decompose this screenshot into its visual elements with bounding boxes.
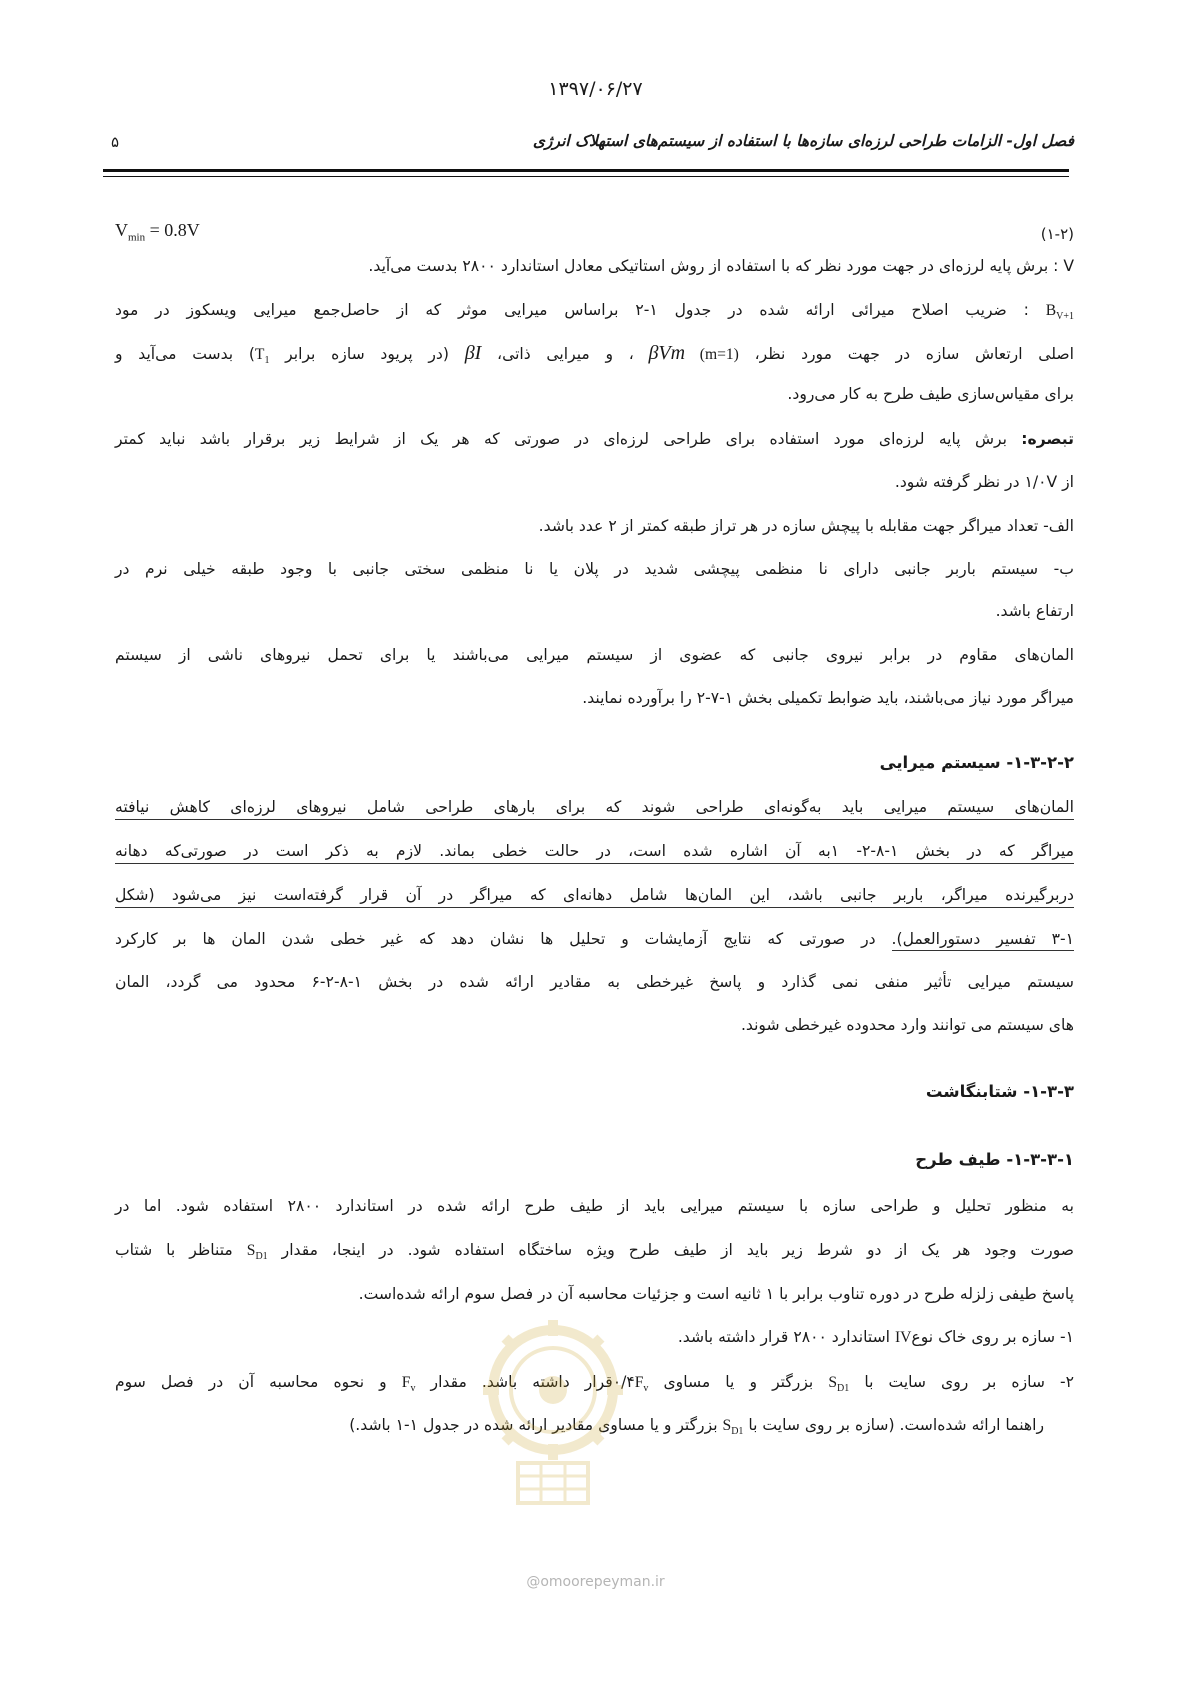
spectrum-condition-1: ۱- سازه بر روی خاک نوعIV استاندارد ۲۸۰۰ قرار داشته باشد. — [677, 1328, 1074, 1346]
spectrum-line2: صورت وجود هر یک از دو شرط زیر باید از طیف طرح ویژه ساختگاه استفاده شود. در اینجا، مقدار $S_{D1}$ متناظر با شتاب — [115, 1241, 1074, 1263]
v-definition: V : برش پایه لرزه‌ای در جهت مورد نظر که با استفاده از روش استاتیکی معادل استاندارد ۲۸۰۰ بدست می‌آید. — [368, 257, 1074, 275]
members-para-line2: میراگر مورد نیاز می‌باشند، باید ضوابط تکمیلی بخش ۱-۷-۲ را برآورده نمایند. — [582, 689, 1074, 707]
damping-line2: میراگر که در بخش ۱-۸-۲- ۱به آن اشاره شده است، در حالت خطی بماند. لازم به ذکر است در صورتی‌که دهانه — [115, 841, 1074, 864]
watermark-logo-icon — [478, 1315, 628, 1515]
page-number: ۵ — [111, 133, 120, 151]
spectrum-condition-2-line2: راهنما ارائه شده‌است. (سازه بر روی سایت با $S_{D1}$ بزرگتر و یا مساوی مقادیر ارائه شده در جدول ۱-۱ باشد.) — [349, 1416, 1044, 1438]
damping-line5: سیستم میرایی تأثیر منفی نمی گذارد و پاسخ غیرخطی به مقادیر ارائه شده در بخش ۱-۸-۲-۶ محدود می گردد، المان — [115, 973, 1074, 991]
spectrum-line3: پاسخ طیفی زلزله طرح در دوره تناوب برابر با ۱ ثانیه است و جزئیات محاسبه آن در فصل سوم ارائه شده‌است. — [358, 1285, 1074, 1303]
beta-vm-symbol: βVm — [648, 342, 686, 364]
section-heading-design-spectrum: ۱-۳-۳-۱- طیف طرح — [915, 1150, 1074, 1169]
note-item-a: الف- تعداد میراگر جهت مقابله با پیچش سازه در هر تراز طبقه کمتر از ۲ عدد باشد. — [538, 517, 1074, 535]
document-date: ۱۳۹۷/۰۶/۲۷ — [548, 78, 643, 100]
beta-i-symbol: βI — [464, 342, 482, 364]
spectrum-line1: به منظور تحلیل و طراحی سازه با سیستم میرایی باید از طیف طرح ارائه شده در استاندارد ۲۸۰۰ استفاده شود. اما در — [115, 1197, 1074, 1215]
damping-line4: ۳-۱ تفسیر دستورالعمل). در صورتی که نتایج آزمایشات و تحلیل ها نشان دهد که غیر خطی شدن المان ها بر کارکرد — [115, 929, 1074, 949]
equation-vmin: $V_{min} = 0.8V$ — [115, 220, 200, 244]
bv-definition-line2: اصلی ارتعاش سازه در جهت مورد نظر، βVm (m=1) ، و میرایی ذاتی، βI (در پریود سازه برابر $T_1$) بدست می‌آید و — [115, 342, 1074, 367]
spectrum-condition-2-line1: ۲- سازه بر روی سایت با $S_{D1}$ بزرگتر و یا مساوی $۰/۴F_vقرار$ داشته باشد. مقدار $F_v$ و نحوه محاسبه آن در فصل سوم — [115, 1373, 1075, 1395]
bv-definition-line3: برای مقیاس‌سازی طیف طرح به کار می‌رود. — [787, 385, 1074, 403]
chapter-title: فصل اول- الزامات طراحی لرزه‌ای سازه‌ها با استفاده از سیستم‌های استهلاک انرژی — [532, 132, 1074, 150]
damping-line3: دربرگیرنده میراگر، باربر جانبی باشد، این المان‌ها شامل دهانه‌ای که میراگر در آن قرار گرفته‌است نیز می‌شود (شکل — [115, 885, 1074, 908]
equation-number: (۱-۲) — [1040, 225, 1074, 243]
note-line2: از ۱/۰V در نظر گرفته شود. — [894, 473, 1074, 491]
section-heading-damping-system: ۱-۳-۲-۲- سیستم میرایی — [879, 753, 1074, 772]
note-item-b-line1: ب- سیستم باربر جانبی دارای نا منظمی پیچشی شدید در پلان یا نا منظمی سختی جانبی با وجود طبقه خیلی نرم در — [115, 560, 1074, 578]
note-line1: تبصره: برش پایه لرزه‌ای مورد استفاده برای طراحی لرزه‌ای در صورتی که هر یک از شرایط زیر برقرار باشد نباید کمتر — [115, 430, 1074, 448]
bv-definition-line1: $B_{V+1}$ : ضریب اصلاح میرائی ارائه شده در جدول ۱-۲ براساس میرایی موثر که از حاصل‌جمع میرایی ویسکوز در مود — [115, 301, 1074, 323]
damping-line1: المان‌های سیستم میرایی باید به‌گونه‌ای طراحی شوند که برای بارهای طراحی شامل نیروهای لرزه‌ای کاهش نیافته — [115, 797, 1074, 820]
note-item-b-line2: ارتفاع باشد. — [995, 602, 1074, 620]
section-heading-accelerogram: ۱-۳-۳- شتابنگاشت — [925, 1082, 1074, 1101]
members-para-line1: المان‌های مقاوم در برابر نیروی جانبی که عضوی از سیستم میرایی می‌باشند یا برای تحمل نیروهای ناشی از سیستم — [115, 646, 1074, 664]
damping-line6: های سیستم می توانند وارد محدوده غیرخطی شوند. — [740, 1016, 1074, 1034]
header-rule-thin — [103, 176, 1069, 177]
watermark-text: @omoorepeyman.ir — [526, 1574, 665, 1590]
header-rule-thick — [103, 169, 1069, 172]
